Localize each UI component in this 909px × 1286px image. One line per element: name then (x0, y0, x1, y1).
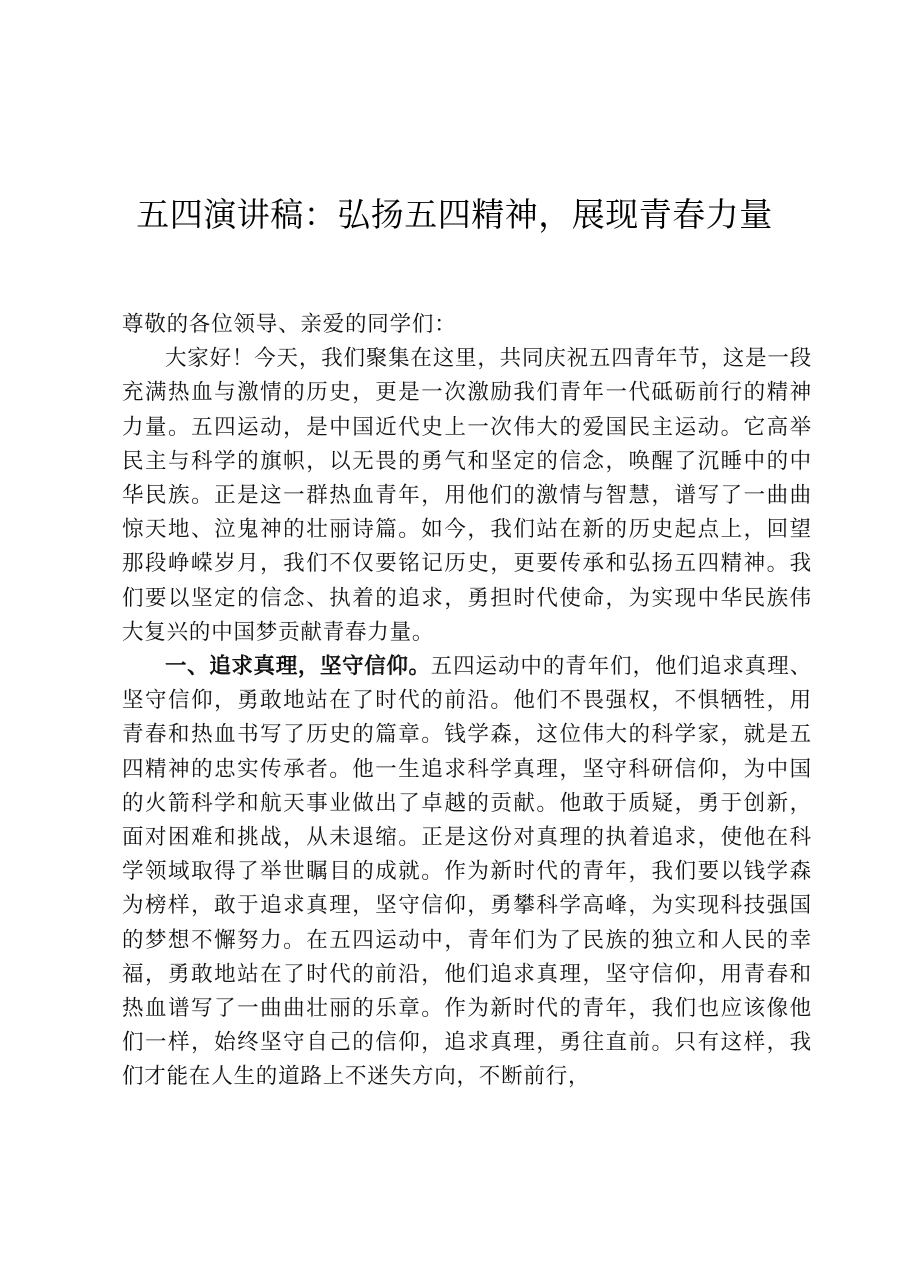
salutation: 尊敬的各位领导、亲爱的同学们： (122, 312, 457, 337)
document-title: 五四演讲稿：弘扬五四精神，展现青春力量 (136, 195, 773, 234)
document-body (122, 308, 812, 1095)
section-1-heading: 一、追求真理，坚守信仰。 (165, 654, 431, 680)
section-1-text: 五四运动中的青年们，他们追求真理、坚守信仰，勇敢地站在了时代的前沿。他们不畏强权，不惧牺牲，用青春和热血书写了历史的篇章。钱学森，这位伟大的科学家，就是五四精神的忠实传承者。他一生追求科学真理，坚守科研信仰，为中国的火箭科学和航天事业做出了卓越的贡献。他敢于质疑，勇于创新，面对困难和挑战，从未退缩。正是这份对真理的执着追求，使他在科学领域取得了举世瞩目的成就。作为新时代的青年，我们要以钱学森为榜样，敢于追求真理，坚守信仰，勇攀科学高峰，为实现科技强国的梦想不懈努力。在五四运动中，青年们为了民族的独立和人民的幸福，勇敢地站在了时代的前沿，他们追求真理，坚守信仰，用青春和热血谱写了一曲曲壮丽的乐章。作为新时代的青年，我们也应该像他们一样，始终坚守自己的信仰，追求真理，勇往直前。只有这样，我们才能在人生的道路上不迷失方向，不断前行， (122, 654, 812, 1090)
paragraph-section-1 (122, 650, 812, 1095)
paragraph-intro: 大家好！今天，我们聚集在这里，共同庆祝五四青年节，这是一段充满热血与激情的历史，更是一次激励我们青年一代砥砺前行的精神力量。五四运动，是中国近代史上一次伟大的爱国民主运动。它高举民主与科学的旗帜，以无畏的勇气和坚定的信念，唤醒了沉睡中的中华民族。正是这一群热血青年，用他们的激情与智慧，谱写了一曲曲惊天地、泣鬼神的壮丽诗篇。如今，我们站在新的历史起点上，回望那段峥嵘岁月，我们不仅要铭记历史，更要传承和弘扬五四精神。我们要以坚定的信念、执着的追求，勇担时代使命，为实现中华民族伟大复兴的中国梦贡献青春力量。 (122, 346, 812, 645)
